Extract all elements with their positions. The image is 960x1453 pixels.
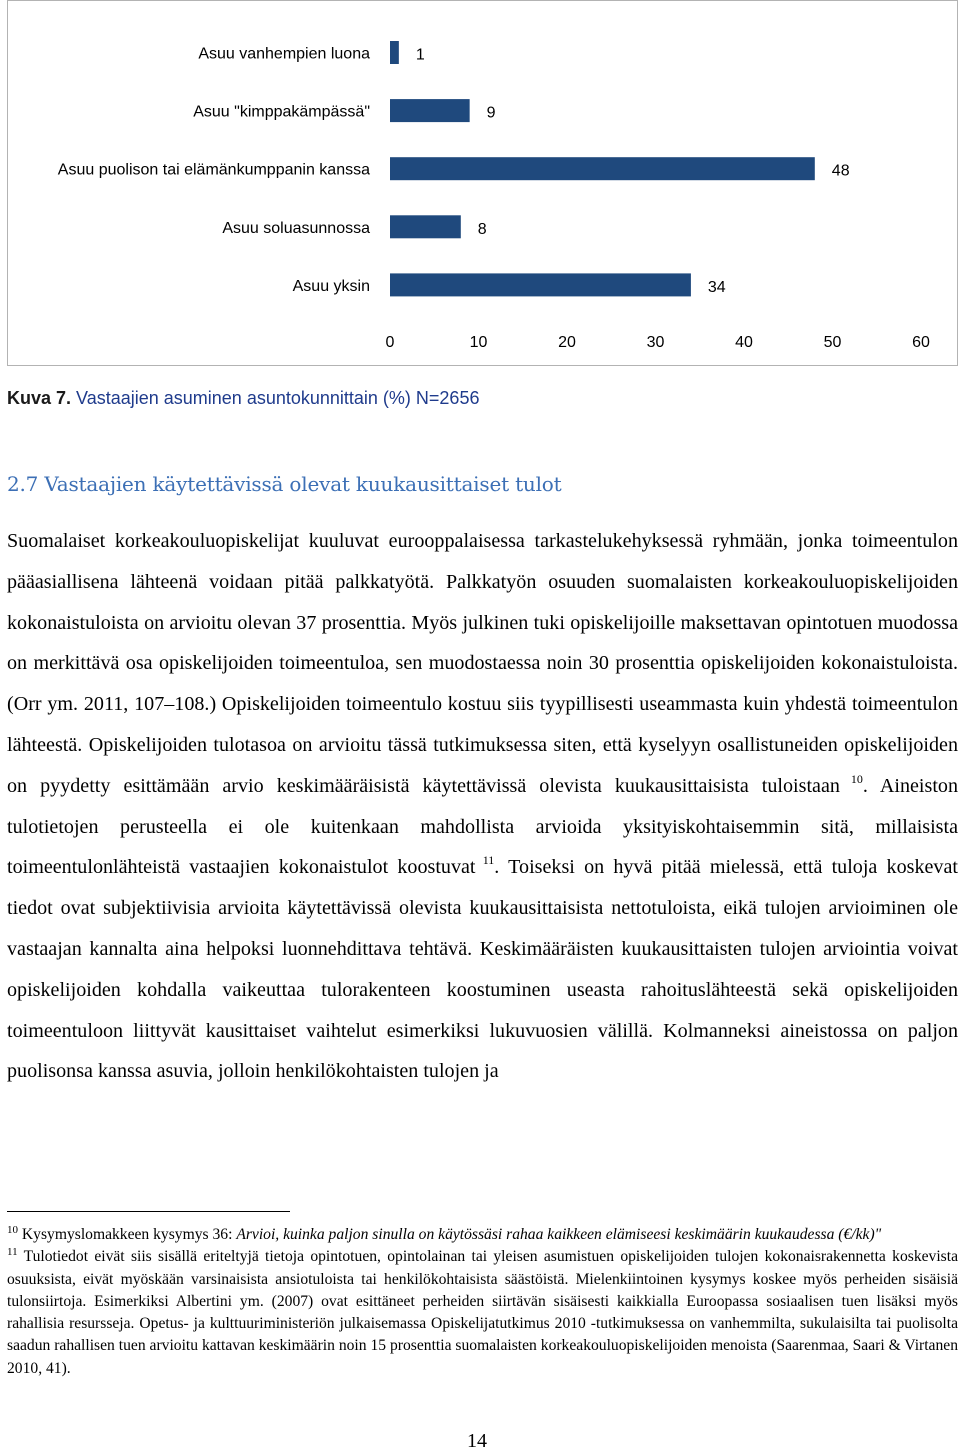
footnote-10-question: Arvioi, kuinka paljon sinulla on käytössäsi rahaa kaikkeen elämiseesi keskimäärin kuukaudessa (€/kk)" xyxy=(236,1226,882,1243)
x-tick-label: 20 xyxy=(558,334,576,351)
category-label: Asuu yksin xyxy=(292,277,370,295)
bar xyxy=(390,157,815,180)
data-label: 1 xyxy=(415,46,425,64)
data-label: 48 xyxy=(831,162,850,180)
x-tick-label: 50 xyxy=(823,334,842,351)
body-text-part3: . Toiseksi on hyvä pitää mielessä, että tuloja koskevat tiedot ovat subjektiivisia arvioita käytettävissä olevista kuukausittaisista nettotuloista, eikä tulojen arvioiminen ole vastaajan kannalta aina helpoksi luonnehdittava tehtävä. Keskimääräisten kuukausittaisten tulojen arviointia voivat opiskelijoiden kohdalla vaikeuttaa tulorakenteen koostuminen useasta rahoituslähteestä sekä opiskelijoiden toimeentuloon liittyvät kausittaiset vaihtelut esimerkiksi lukuvuosien välillä. Kolmanneksi aineistossa on paljon puolisonsa kanssa asuvia, jolloin henkilökohtaisten tulojen ja xyxy=(7,856,958,1083)
category-label: Asuu puolison tai elämänkumppanin kanssa xyxy=(57,161,370,179)
footnote-10-lead: Kysymyslomakkeen kysymys 36: xyxy=(18,1226,237,1243)
bar xyxy=(390,99,470,122)
footnote-11-text: Tulotiedot eivät siis sisällä eriteltyjä tietoja opintotuen, opintolainan tai yleisen asumistuen opiskelijoiden tulojen kokonaisrakennetta koskevista osuuksista, eivät myöskään varsinaisista ansiotuloista tai henkilökohtaisista säästöistä. Mielenkiintoinen kysymys koskee myös perheiden sisäisiä tulonsiirtoja. Esimerkiksi Albertini ym. (2007) ovat esittäneet perheiden siirtävän sisäisesti kaikkialla Euroopassa sosiaalisen tuen lisäksi myös rahallisia resursseja. Opetus- ja kulttuuriministeriön julkaisemassa Opiskelijatutkimus 2010 -tutkimuksessa on vanhemmilta, sukulaisilta tai puolisolta saadun rahallisen tuen arvioitu kattavan keskimäärin noin 15 prosenttia suomalaisten korkeakouluopiskelijoiden menoista (Saarenmaa, Saari & Virtanen 2010, 41). xyxy=(7,1248,958,1377)
bar xyxy=(390,215,461,238)
footnote-ref-11[interactable]: 11 xyxy=(482,853,495,868)
bar xyxy=(390,273,691,296)
category-label: Asuu vanhempien luona xyxy=(198,45,370,63)
x-tick-label: 40 xyxy=(735,334,753,351)
footnote-11 xyxy=(7,1246,958,1380)
page-number: 14 xyxy=(467,1430,487,1452)
data-label: 8 xyxy=(477,220,487,238)
category-label: Asuu soluasunnossa xyxy=(222,219,370,237)
section-heading: 2.7 Vastaajien käytettävissä olevat kuukausittaiset tulot xyxy=(7,472,562,496)
body-text-part2: . Aineiston tulotietojen perusteella ei ole kuitenkaan mahdollista arvioida yksityiskohtaisemmin sitä, millaisista toimeentulonlähteistä vastaajien kokonaistulot koostuvat xyxy=(7,774,958,879)
body-paragraph xyxy=(7,521,958,1092)
category-label: Asuu "kimppakämpässä" xyxy=(193,103,370,121)
bar xyxy=(390,41,399,64)
footnotes xyxy=(7,1224,958,1380)
footnote-separator xyxy=(7,1211,290,1212)
x-tick-label: 30 xyxy=(646,334,665,351)
footnote-10-number: 10 xyxy=(7,1224,18,1236)
footnote-11-number: 11 xyxy=(7,1246,18,1259)
figure-caption xyxy=(7,388,479,409)
bar-chart-frame xyxy=(7,0,958,366)
bar-chart xyxy=(8,1,959,367)
data-label: 34 xyxy=(707,278,726,296)
footnote-ref-10[interactable]: 10 xyxy=(850,771,863,786)
footnote-10 xyxy=(7,1224,958,1246)
x-tick-label: 10 xyxy=(469,334,488,351)
x-tick-label: 60 xyxy=(912,334,930,351)
figure-caption-label: Kuva 7. xyxy=(7,388,72,408)
x-tick-label: 0 xyxy=(385,334,395,351)
figure-caption-text: Vastaajien asuminen asuntokunnittain (%) N=2656 xyxy=(76,388,480,408)
body-text-part1: Suomalaiset korkeakouluopiskelijat kuuluvat eurooppalaisessa tarkastelukehyksessä ryhmään, jonka toimeentulon pääasiallisena lähteenä voidaan pitää palkkatyötä. Palkkatyön osuuden suomalaisten korkeakouluopiskelijoiden kokonaistuloista on arvioitu olevan 37 prosenttia. Myös julkinen tuki opiskelijoille maksettavan opintotuen muodossa on merkittävä osa opiskelijoiden toimeentuloa, sen muodostaessa noin 30 prosenttia opiskelijoiden kokonaistuloista. (Orr ym. 2011, 107–108.) Opiskelijoiden toimeentulo kostuu siis tyypillisesti useammasta kuin yhdestä toimeentulon lähteestä. Opiskelijoiden tulotasoa on arvioitu tässä tutkimuksessa siten, että kyselyyn osallistuneiden opiskelijoiden on pyydetty esittämään arvio keskimääräisistä käytettävissä olevista kuukausittaisista tuloistaan xyxy=(7,530,958,797)
data-label: 9 xyxy=(486,104,496,122)
